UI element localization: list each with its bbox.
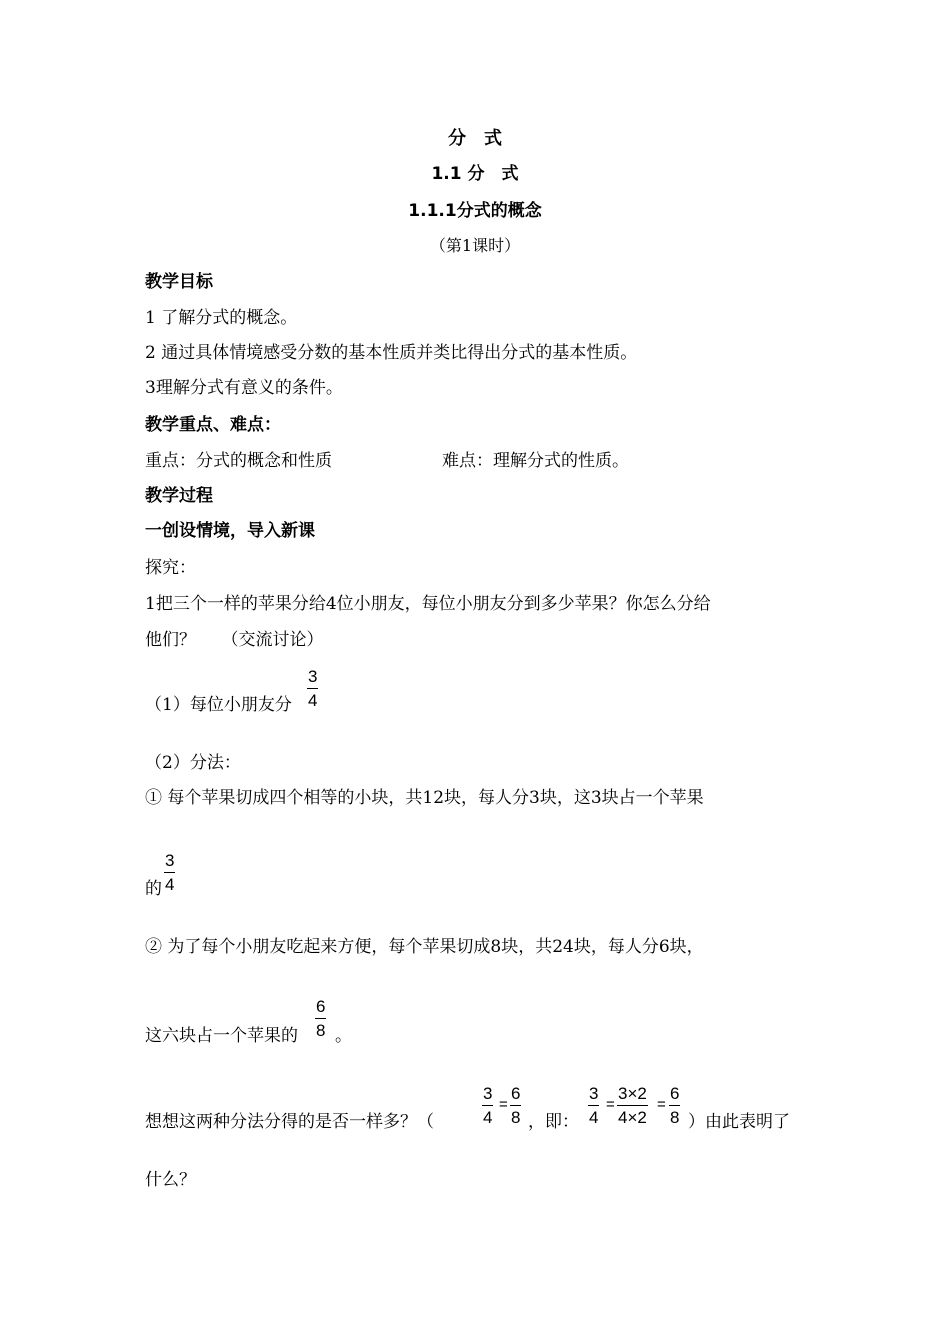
fraction-bar xyxy=(482,1105,493,1106)
section-title: 1.1 分 式 xyxy=(431,164,519,184)
fraction-bar xyxy=(315,1018,326,1019)
fraction-three-quarters xyxy=(482,1085,493,1126)
numerator: 3 xyxy=(165,851,175,870)
fraction-bar xyxy=(588,1105,599,1106)
denominator: 8 xyxy=(316,1021,326,1040)
key-points-heading: 教学重点、难点： xyxy=(145,415,281,435)
equals-sign: = xyxy=(606,1096,615,1113)
denominator: 8 xyxy=(511,1108,521,1127)
process-heading: 教学过程 xyxy=(145,486,213,506)
doc-title: 分 式 xyxy=(448,128,502,149)
objective-item: 3理解分式有意义的条件。 xyxy=(145,378,343,398)
think-end: ）由此表明了 xyxy=(688,1112,790,1132)
method-1-text: ① 每个苹果切成四个相等的小块，共12块，每人分3块，这3块占一个苹果 xyxy=(145,788,704,808)
think-text: 想想这两种分法分得的是否一样多？（ xyxy=(145,1112,434,1132)
denominator: 4 xyxy=(165,875,175,894)
fraction-bar xyxy=(510,1105,521,1106)
part1-heading: 一创设情境，导入新课 xyxy=(145,521,315,541)
fraction-bar xyxy=(669,1105,680,1106)
fraction-bar xyxy=(617,1105,648,1106)
denominator: 8 xyxy=(670,1108,680,1127)
method-2-text: ② 为了每个小朋友吃起来方便，每个苹果切成8块，共24块，每人分6块， xyxy=(145,937,704,957)
denominator: 4 xyxy=(308,691,318,710)
question-line: 1把三个一样的苹果分给4位小朋友，每位小朋友分到多少苹果？你怎么分给 xyxy=(145,594,711,614)
objectives-heading: 教学目标 xyxy=(145,272,213,292)
answer-2-text: （2）分法： xyxy=(145,753,241,773)
fraction-bar xyxy=(164,872,175,873)
numerator: 3 xyxy=(589,1084,599,1103)
fraction-scaled xyxy=(617,1085,648,1126)
denominator: 4 xyxy=(589,1108,599,1127)
subsection-title: 1.1.1分式的概念 xyxy=(408,201,542,221)
numerator: 6 xyxy=(316,997,326,1016)
equals-sign: = xyxy=(657,1096,666,1113)
numerator: 3×2 xyxy=(618,1084,647,1103)
denominator: 4×2 xyxy=(618,1108,647,1127)
fraction-six-eighths xyxy=(669,1085,680,1126)
objective-item: 2 通过具体情境感受分数的基本性质并类比得出分式的基本性质。 xyxy=(145,343,638,363)
numerator: 6 xyxy=(670,1084,680,1103)
numerator: 3 xyxy=(483,1084,493,1103)
objective-item: 1 了解分式的概念。 xyxy=(145,308,298,328)
fraction-bar xyxy=(307,688,318,689)
fraction-three-quarters xyxy=(307,668,318,709)
method-2-end: 。 xyxy=(335,1026,352,1046)
fraction-three-quarters xyxy=(588,1085,599,1126)
key-point: 重点：分式的概念和性质 xyxy=(145,451,332,471)
think-mid: ，即： xyxy=(528,1112,579,1132)
question-line: 他们？ （交流讨论） xyxy=(145,630,324,650)
numerator: 3 xyxy=(308,667,318,686)
fraction-six-eighths xyxy=(510,1085,521,1126)
denominator: 4 xyxy=(483,1108,493,1127)
equals-sign: = xyxy=(499,1096,508,1113)
lesson-label: （第1课时） xyxy=(429,236,521,255)
method-1-tail: 的 xyxy=(145,879,162,899)
method-2-tail: 这六块占一个苹果的 xyxy=(145,1026,298,1046)
explore-label: 探究： xyxy=(145,558,196,578)
answer-1-text: （1）每位小朋友分 xyxy=(145,695,292,715)
numerator: 6 xyxy=(511,1084,521,1103)
difficult-point: 难点：理解分式的性质。 xyxy=(442,451,629,471)
think-line-2: 什么？ xyxy=(145,1170,196,1190)
fraction-three-quarters xyxy=(164,852,175,893)
fraction-six-eighths xyxy=(315,998,326,1039)
